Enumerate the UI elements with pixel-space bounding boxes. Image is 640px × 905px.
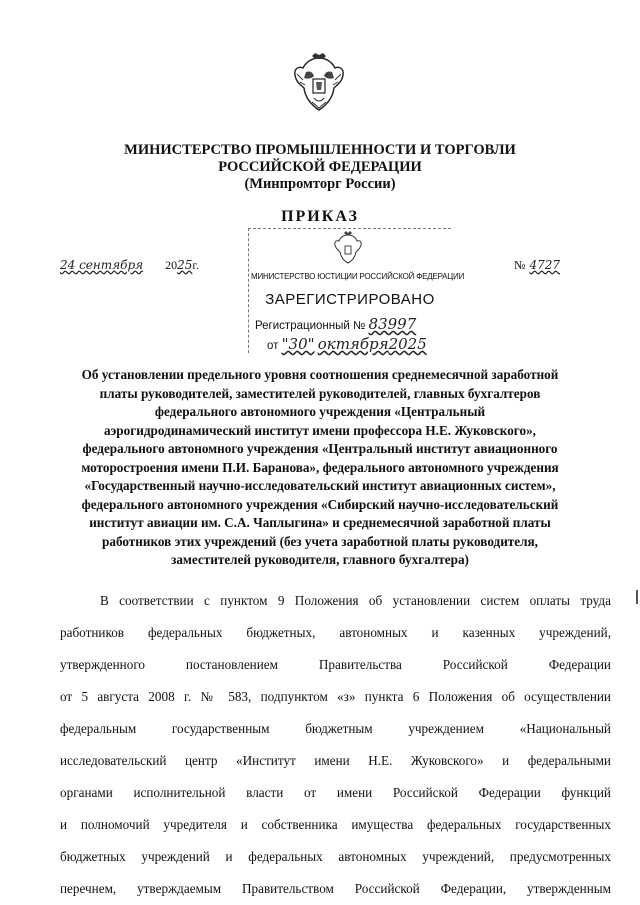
stamp-reg-number: 83997	[368, 315, 417, 333]
subject-line: «Государственный научно-исследовательский институт авиационных систем»,	[84, 478, 556, 493]
order-number	[514, 256, 560, 274]
order-year-handwritten: 25	[177, 258, 193, 272]
stamp-authority: МИНИСТЕРСТВО ЮСТИЦИИ РОССИЙСКОЙ ФЕДЕРАЦИИ	[251, 272, 465, 281]
body-line: бюджетных учреждений и федеральных автономных учреждений, предусмотренных	[60, 849, 611, 864]
coat-of-arms-emblem	[292, 52, 346, 116]
order-year-suffix: г.	[192, 258, 199, 272]
stamp-date-month: октября	[317, 335, 389, 353]
order-date-handwritten: 24 сентября	[60, 258, 144, 272]
body-line: органами исполнительной власти от имени Российской Федерации функций	[60, 785, 611, 800]
stamp-reg-label: Регистрационный №	[255, 320, 366, 332]
ministry-name-line1: МИНИСТЕРСТВО ПРОМЫШЛЕННОСТИ И ТОРГОВЛИ	[124, 142, 516, 158]
subject-line: работников этих учреждений (без учета заработной платы руководителя,	[102, 533, 538, 549]
body-line: работников федеральных бюджетных, автономных и казенных учреждений,	[60, 625, 611, 640]
subject-line: федерального автономного учреждения «Центральный институт авиационного	[82, 441, 558, 456]
subject-line: заместителей руководителя, главного бухгалтера)	[171, 552, 469, 567]
stamp-status: ЗАРЕГИСТРИРОВАНО	[265, 291, 435, 308]
order-year-prefix: 20	[165, 258, 178, 272]
subject-line: федерального автономного учреждения «Центральный	[154, 404, 486, 419]
body-line: перечнем, утверждаемым Правительством Российской Федерации, утвержденным	[60, 881, 611, 896]
body-line: В соответствии с пунктом 9 Положения об установлении систем оплаты труда	[100, 593, 611, 608]
body-line: утвержденного постановлением Правительства Российской Федерации	[60, 657, 611, 672]
body-line: и полномочий учредителя и собственника имущества федеральных государственных	[60, 817, 611, 832]
order-number-prefix: №	[514, 258, 526, 272]
order-date	[60, 256, 199, 274]
stamp-date-year: 2025	[388, 335, 427, 353]
body-line: исследовательский центр «Институт имени Н.Е. Жуковского» и федеральными	[60, 753, 611, 768]
registration-stamp	[248, 228, 465, 353]
body-line: от 5 августа 2008 г. № 583, подпунктом «з» пункта 6 Положения об осуществлении	[60, 689, 611, 704]
order-number-handwritten: 4727	[529, 258, 560, 272]
order-title: ПРИКАЗ	[281, 208, 359, 225]
stamp-reg-number-row	[255, 315, 416, 333]
subject-line: платы руководителей, заместителей руководителей, главных бухгалтеров	[99, 385, 541, 401]
ministry-short-name: (Минпромторг России)	[244, 176, 396, 192]
ministry-name-line2: РОССИЙСКОЙ ФЕДЕРАЦИИ	[218, 159, 422, 175]
page-edge-mark	[628, 590, 638, 604]
stamp-date-label: от	[267, 340, 279, 352]
subject-line: моторостроения имени П.И. Баранова», федерального автономного учреждения	[81, 459, 559, 475]
body-line: федеральным государственным бюджетным учреждением «Национальный	[60, 721, 611, 736]
subject-line: институт авиации им. С.А. Чаплыгина» и среднемесячной заработной платы	[89, 515, 551, 530]
subject-line: Об установлении предельного уровня соотношения среднемесячной заработной	[81, 367, 559, 382]
stamp-emblem-icon	[333, 231, 363, 265]
order-subject	[60, 366, 580, 570]
stamp-date-row	[267, 335, 427, 353]
subject-line: федерального автономного учреждения «Сибирский научно-исследовательский	[81, 496, 559, 512]
subject-line: аэрогидродинамический институт имени профессора Н.Е. Жуковского»,	[104, 422, 536, 438]
stamp-date-day: "30"	[281, 335, 315, 353]
